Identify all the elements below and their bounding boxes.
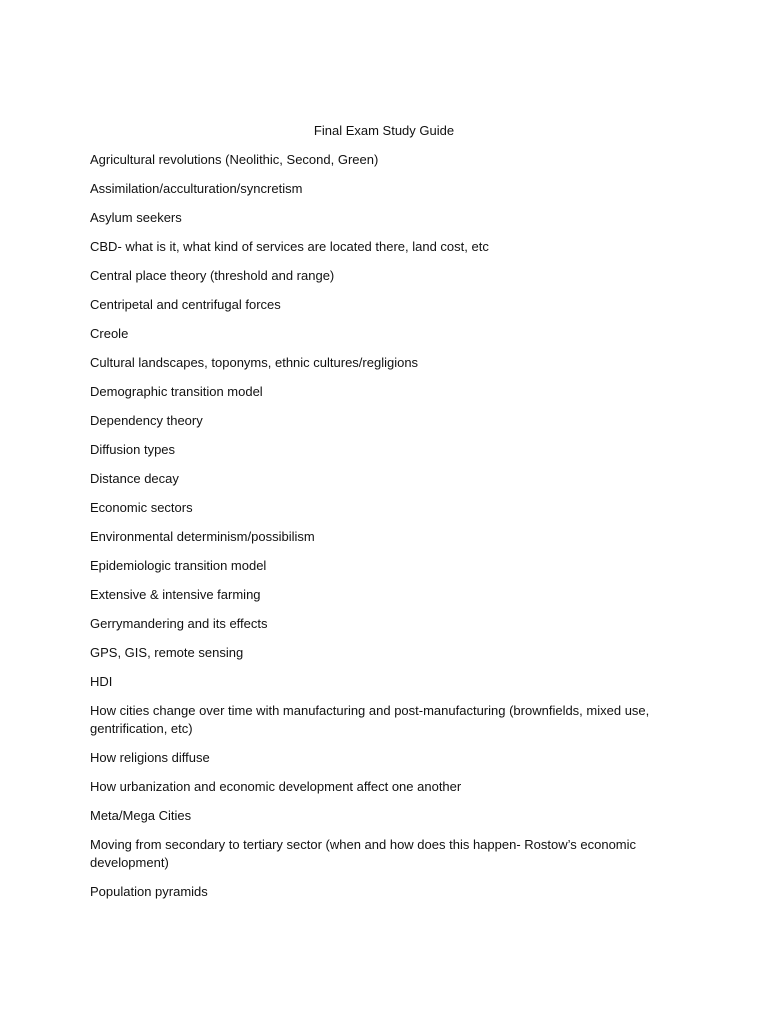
list-item: GPS, GIS, remote sensing <box>90 645 244 660</box>
list-item: Centripetal and centrifugal forces <box>90 297 281 312</box>
list-item: Agricultural revolutions (Neolithic, Second, Green) <box>90 152 379 167</box>
list-item: Meta/Mega Cities <box>90 808 192 823</box>
list-item: HDI <box>90 674 113 689</box>
list-item: Diffusion types <box>90 442 176 457</box>
document-title: Final Exam Study Guide <box>313 123 455 138</box>
list-item: Economic sectors <box>90 500 193 515</box>
list-item: Gerrymandering and its effects <box>90 616 268 631</box>
list-item: Assimilation/acculturation/syncretism <box>90 181 303 196</box>
list-item: Extensive & intensive farming <box>90 587 261 602</box>
list-item: How urbanization and economic development affect one another <box>90 779 462 794</box>
study-topics-list <box>90 151 650 912</box>
list-item: How cities change over time with manufacturing and post-manufacturing (brownfields, mixed use, gentrification, etc) <box>90 703 650 736</box>
list-item: Creole <box>90 326 129 341</box>
list-item: Moving from secondary to tertiary sector (when and how does this happen- Rostow’s economic development) <box>90 837 637 870</box>
list-item: Demographic transition model <box>90 384 263 399</box>
list-item: How religions diffuse <box>90 750 210 765</box>
list-item: Dependency theory <box>90 413 203 428</box>
list-item: Population pyramids <box>90 884 208 899</box>
list-item: Asylum seekers <box>90 210 182 225</box>
list-item: Epidemiologic transition model <box>90 558 267 573</box>
list-item: Environmental determinism/possibilism <box>90 529 315 544</box>
list-item: Cultural landscapes, toponyms, ethnic cultures/regligions <box>90 355 419 370</box>
list-item: Distance decay <box>90 471 179 486</box>
list-item: Central place theory (threshold and range) <box>90 268 335 283</box>
list-item: CBD- what is it, what kind of services are located there, land cost, etc <box>90 239 489 254</box>
